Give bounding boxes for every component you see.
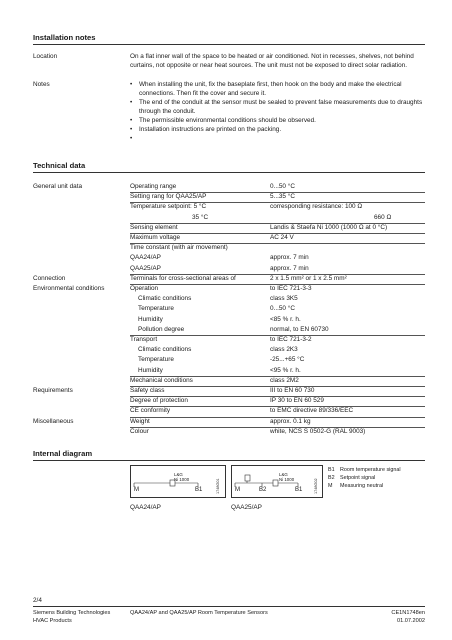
qaa25-caption: QAA25/AP [231,504,262,511]
miscellaneous-label: Miscellaneous [33,418,74,425]
spec-row: Transport to IEC 721-3-2 [130,336,312,343]
spec-row: 35 °C 660 Ω [130,213,425,224]
spec-row: Setting rang for QAA25/AP 5...35 °C [130,192,425,203]
footer-date: 01.07.2002 [397,618,425,624]
connection-label: Connection [33,275,66,282]
terminal-m-label: M [134,487,139,493]
sensor-label: L&G Ni 1000 [174,472,190,482]
spec-row: Pollution degree normal, to EN 60730 [130,325,425,336]
spec-row: Humidity <95 % r. h. [130,366,425,377]
note-item-empty [130,135,425,143]
note-item: • The end of the conduit at the sensor must be sealed to prevent false measurements due to draughts through the conduit. [130,99,425,116]
spec-row: Safety class III to EN 60 730 [130,386,425,397]
terminal-b2-label: B2 [259,487,267,493]
spec-row: Time constant (with air movement) [130,244,228,252]
spec-row: Weight approx. 0.1 kg [130,417,425,428]
page-number: 2/4 [33,597,42,604]
spec-row: Operating range 0...50 °C [130,182,425,193]
figure-code: 1748G02 [314,478,318,494]
note-item: • Installation instructions are printed on the packing. [130,126,425,135]
footer-rule [33,606,425,607]
section-rule [33,460,425,461]
internal-diagram-title: Internal diagram [33,449,93,458]
qaa24-wiring [130,465,224,496]
spec-row: QAA25/AP approx. 7 min [130,264,425,275]
technical-data-title: Technical data [33,161,86,170]
spec-row: Operation to IEC 721-3-3 [130,285,312,292]
section-rule [33,44,425,45]
diagram-legend [328,466,401,491]
location-text: On a flat inner wall of the space to be heated or air conditioned. Not in recesses, shelves, not behind curtains, not opposite or near heat sources. The unit must not be exposed to direct solar radiation. [130,53,414,69]
terminal-b1-label: B1 [195,487,203,493]
legend-item: M Measuring neutral [328,483,384,490]
note-item: • The permissible environmental conditions should be observed. [130,117,425,126]
terminal-m-label: M [235,487,240,493]
spec-row: Climatic conditions class 2K3 [138,346,298,354]
spec-row: Temperature 0...50 °C [138,305,295,313]
qaa24-caption: QAA24/AP [130,504,161,511]
spec-row: Degree of protection IP 30 to EN 60 529 [130,396,425,407]
environmental-label: Environmental conditions [33,285,105,292]
requirements-label: Requirements [33,387,73,394]
legend-item: B1 Room temperature signal [328,467,401,473]
spec-row: Maximum voltage AC 24 V [130,233,425,244]
footer-doc-id: CE1N1748en [391,610,425,616]
spec-row: Temperature -25...+65 °C [138,356,305,364]
note-item: • When installing the unit, fix the baseplate first, then hook on the body and make the electrical connections. Then fit the cover and secure it. [130,81,425,98]
spec-row: QAA24/AP approx. 7 min [130,254,309,262]
section-rule [33,172,425,173]
general-unit-data-label: General unit data [33,183,83,190]
spec-row: Mechanical conditions class 2M2 [130,376,425,387]
figure-code: 1748G01 [216,478,220,494]
spec-row: Colour white, NCS S 0502-G (RAL 9003) [130,427,366,435]
installation-notes-title: Installation notes [33,33,96,42]
spec-row: CE conformity to EMC directive 89/336/EEC [130,406,425,417]
spec-row: Temperature setpoint: 5 °C corresponding resistance: 100 Ω [130,203,363,211]
legend-item: B2 Setpoint signal [328,475,376,482]
location-label: Location [33,53,58,60]
footer-division: HVAC Products [33,618,72,624]
spec-row: Climatic conditions class 3K5 [138,295,298,303]
spec-row: Sensing element Landis & Staefa Ni 1000 (1000 Ω at 0 °C) [130,223,425,234]
sensor-label: L&G Ni 1000 [279,472,295,482]
notes-label: Notes [33,81,50,88]
qaa25-wiring [231,465,321,496]
spec-row: Terminals for cross-sectional areas of 2 x 1.5 mm² or 1 x 2.5 mm² [130,274,425,285]
footer-doc-title: QAA24/AP and QAA25/AP Room Temperature Sensors [130,610,268,616]
spec-row: Humidity <85 % r. h. [138,315,301,323]
terminal-b1-label: B1 [295,487,303,493]
footer-company: Siemens Building Technologies [33,610,111,616]
